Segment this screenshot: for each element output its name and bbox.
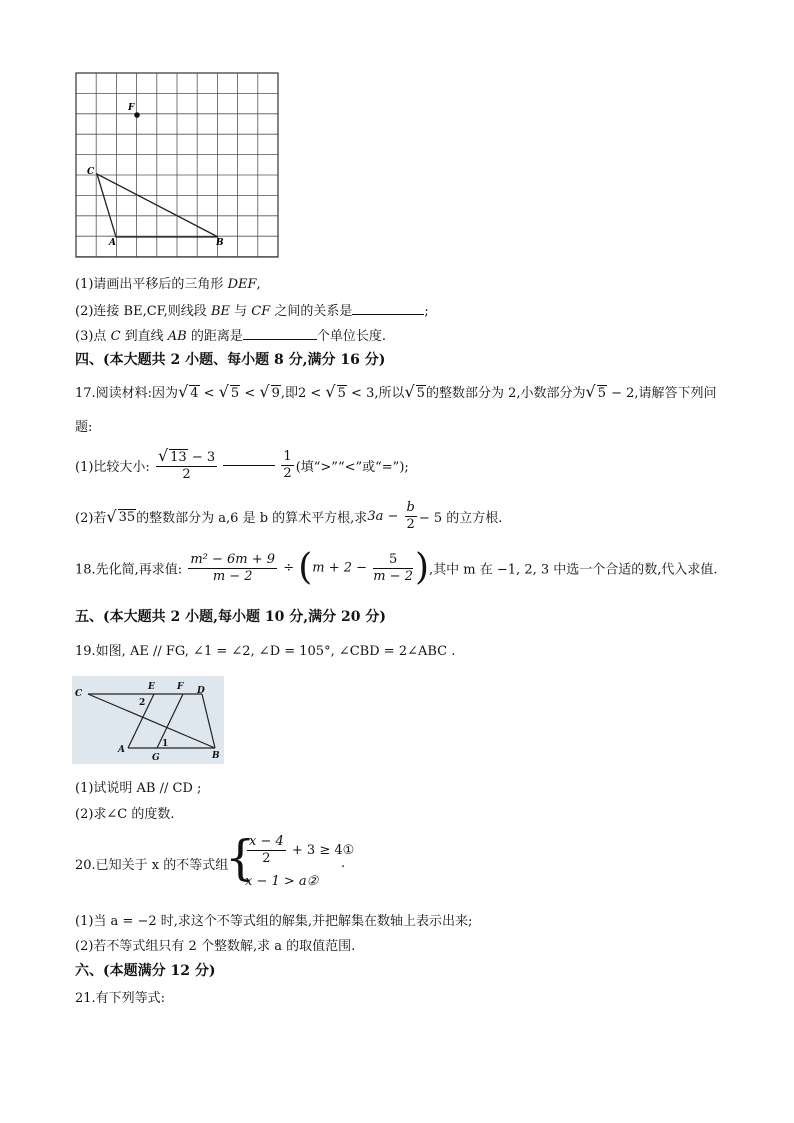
triangle-abc bbox=[97, 174, 218, 237]
q17-stem-cont: 题: bbox=[75, 420, 93, 435]
label-g: G bbox=[152, 753, 160, 763]
q21-stem: 21.有下列等式: bbox=[75, 991, 166, 1006]
q17-part2: (2)若√ 35的整数部分为 a,6 是 b 的算术平方根,求3a − $\frac{b}{2}$ − 5 的立方根. bbox=[75, 500, 503, 532]
label-f: F bbox=[128, 103, 135, 113]
label-d: D bbox=[197, 686, 205, 696]
q19-figure bbox=[72, 676, 224, 764]
q16-part1: (1)请画出平移后的三角形 DEF, bbox=[75, 277, 261, 292]
section-heading-6: 六、(本题满分 12 分) bbox=[75, 963, 216, 979]
label-e: E bbox=[148, 682, 155, 692]
section-heading-4: 四、(本大题共 2 小题、每小题 8 分,满分 16 分) bbox=[75, 352, 386, 368]
section-heading-5: 五、(本大题共 2 小题,每小题 10 分,满分 20 分) bbox=[75, 609, 386, 625]
q19-part1: (1)试说明 AB // CD ; bbox=[75, 781, 202, 796]
q20-part1: (1)当 a = −2 时,求这个不等式组的解集,并把解集在数轴上表示出来; bbox=[75, 914, 473, 929]
answer-blank[interactable] bbox=[243, 339, 317, 340]
compare-blank[interactable] bbox=[223, 465, 275, 466]
q16-part2: (2)连接 BE,CF,则线段 BE 与 CF 之间的关系是 ; bbox=[75, 304, 429, 319]
label-a: A bbox=[118, 745, 125, 755]
q16-part3: (3)点 C 到直线 AB 的距离是 个单位长度. bbox=[75, 329, 387, 344]
answer-blank[interactable] bbox=[352, 314, 424, 315]
q20-part2: (2)若不等式组只有 2 个整数解,求 a 的取值范围. bbox=[75, 939, 356, 954]
q19-stem: 19.如图, AE // FG, ∠1 = ∠2, ∠D = 105°, ∠CBD = 2∠ABC . bbox=[75, 644, 456, 659]
grid-figure bbox=[75, 72, 279, 258]
point-f bbox=[134, 112, 140, 118]
q18: 18.先化简,再求值: $\frac{\text{m² − 6m + 9}}{m - 2}$ ÷ (m + 2 − $\frac{5}{m - 2}$ ),其中 m 在 −1, 2, 3 中选一个合适的数,代入求值. bbox=[75, 547, 718, 588]
label-2: 2 bbox=[139, 698, 146, 708]
q17-part1: (1)比较大小: $\frac{√ 13 - 3}{2}$ $\frac{1}{2}$ (填“>”“<”或“=”); bbox=[75, 446, 409, 482]
label-c: C bbox=[75, 689, 83, 699]
label-c: C bbox=[87, 167, 95, 177]
label-b: B bbox=[216, 238, 224, 248]
label-f: F bbox=[177, 682, 184, 692]
q17-stem: 17.阅读材料:因为√ 4 < √ 5 < √ 9,即2 < √ 5 < 3,所以√ 5的整数部分为 2,小数部分为√ 5 − 2,请解答下列问 bbox=[75, 382, 717, 401]
label-1: 1 bbox=[162, 739, 169, 749]
q19-part2: (2)求∠C 的度数. bbox=[75, 807, 175, 822]
label-b: B bbox=[212, 751, 220, 761]
label-a: A bbox=[109, 238, 116, 248]
